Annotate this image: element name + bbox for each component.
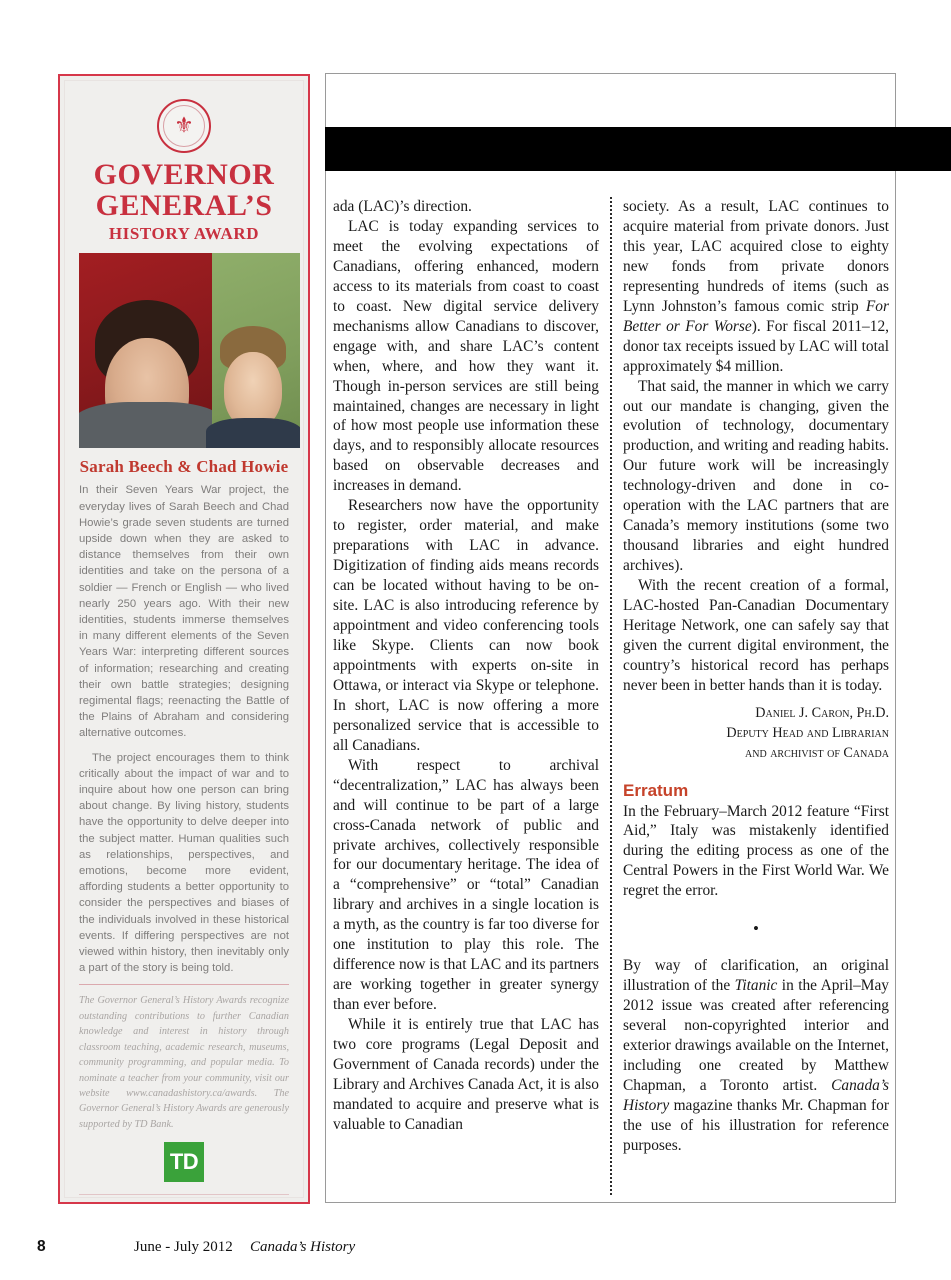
footer-issue-date: June - July 2012	[134, 1239, 233, 1255]
article-column-left	[333, 197, 599, 1195]
ad-title-line-2: GENERAL’S	[95, 189, 273, 223]
bullet-separator: •	[753, 919, 759, 939]
award-recipients-names: Sarah Beech & Chad Howie	[79, 457, 289, 477]
article-column-right	[623, 197, 889, 1195]
governor-general-crest-icon	[157, 99, 211, 153]
erratum-heading: Erratum	[623, 780, 689, 800]
paragraph-researchers: Researchers now have the opportunity to register, order material, and make preparations with LAC in advance. Digitization of finding aids means records can be located without having to be on-site. LAC is also introducing reference by appointment and video conferencing tools like Skype. Clients can now book appointments with experts on-site in Ottawa, or interact via Skype or telephone. In short, LAC is now offering a more personalized service that is accessible to all Canadians.	[333, 497, 599, 754]
redaction-bar	[325, 127, 951, 171]
figure-b-body	[206, 418, 300, 448]
ad-fine-print: The Governor General’s History Awards recognize outstanding contributions to further Canadian knowledge and interest in history through classroom teaching, academic research, museums, community programming, and popular media. To nominate a teacher from your community, visit our website www.canadashistory.ca/awards. The Governor General’s History Awards are generously supported by TD Bank.	[79, 995, 289, 1130]
figure-a-body	[79, 402, 223, 448]
erratum-paragraph-1: In the February–March 2012 feature “First Aid,” Italy was mistakenly identified during the editing process as one of the Central Powers in the First World War. We regret the error.	[623, 802, 889, 900]
ship-name: Titanic	[734, 977, 778, 995]
paragraph-core-programs: While it is entirely true that LAC has two core programs (Legal Deposit and Government of Canada records) under the Library and Archives Canada Act, it is also mandated to acquire and preserve what is valuable to Canadian	[333, 1016, 599, 1133]
signature-title-line-1: Deputy Head and Librarian	[726, 724, 889, 741]
ad-divider-rule-lower	[79, 1194, 289, 1195]
paragraph-private-donors	[623, 197, 889, 377]
paragraph-heritage-network: With the recent creation of a formal, LAC-hosted Pan-Canadian Documentary Heritage Network, one can safely say that given the current digital environment, the country’s historical record has perhaps never been in better hands than it is today.	[623, 577, 889, 694]
paragraph-continued: ada (LAC)’s direction.	[333, 198, 472, 215]
erratum-clarification	[623, 956, 889, 1156]
comic-strip-title: For Better or For Worse	[623, 297, 889, 335]
photo-left-half	[79, 253, 212, 448]
article-body	[333, 197, 889, 1195]
signature-title-line-2: and archivist of Canada	[745, 744, 889, 761]
donors-text-a: society. As a result, LAC continues to acquire material from private donors. Just this year, LAC acquired close to eighty new fonds from private donors representing hundreds of items (such as Lynn Johnston’s famous comic strip	[623, 198, 889, 315]
ad-paragraph-2: The project encourages them to think critically about the impact of war and to inquire about how one person can bring about change. By living history, students have the opportunity to delve deeper into the subject matter. Human qualities such as relationships, perspectives, and emotions, become more evident, affording students a better opportunity to consider the perspectives and biases of the individuals involved in these historical events. If differing perspectives are not viewed within history, then inevitably only a part of the story is being told.	[79, 751, 289, 975]
figure-b-face	[224, 352, 282, 428]
clarification-text-a: By way of clarification, an original illustration of the	[623, 957, 889, 995]
footer-page-number: 8	[37, 1238, 46, 1255]
advertisement-content	[65, 81, 303, 1204]
magazine-name: Canada’s History	[623, 1077, 889, 1114]
paragraph-expanding-services: LAC is today expanding services to meet the evolving expectations of Canadians, offering enhanced, modern access to its materials from coast to coast to coast. New digital service delivery mechanisms allow Canadians to discover, engage with, and share LAC’s content when, where, and how they want it. Though in-person services are still being maintained, changes are necessary in light of how most people use information these days, and to responsibly allocate resources based on observable decreases and increases in demand.	[333, 217, 599, 495]
column-divider	[610, 197, 612, 1195]
ad-title-line-1: GOVERNOR	[93, 158, 275, 191]
photo-right-half	[212, 253, 300, 448]
crest-glyph: ⚜	[174, 112, 194, 138]
td-bank-logo: TD	[164, 1142, 204, 1182]
advertisement-panel	[58, 74, 310, 1204]
ad-paragraph-1: In their Seven Years War project, the everyday lives of Sarah Beech and Chad Howie’s grade seven students are turned upside down when they are asked to distance themselves from their own identities and take on the persona of a soldier — French or English — who lived nearly 250 years ago. With their new identities, students immerse themselves in many different elements of the Seven Years War: interpreting different sources of information; researching and creating their own battle strategies; designing regimental flags; reenacting the Battle of the Plains of Abraham and considering alternative outcomes.	[79, 484, 289, 740]
award-recipients-photo	[79, 253, 300, 448]
advertisement-inner-frame	[64, 80, 304, 1198]
footer-magazine-title: Canada’s History	[250, 1239, 356, 1255]
paragraph-mandate-changing: That said, the manner in which we carry out our mandate is changing, given the evolution of technology, documentary production, and writing and reading habits. Our future work will be increasingly technology-driven and done in co-operation with the LAC partners that are Canada’s memory institutions (some two thousand libraries and eight hundred archives).	[623, 377, 889, 575]
page-footer	[0, 1238, 951, 1262]
signature-name: Daniel J. Caron, Ph.D.	[755, 704, 889, 721]
clarification-text-c: magazine thanks Mr. Chapman for the use of his illustration for reference purposes.	[623, 1096, 889, 1154]
donors-text-b: ). For fiscal 2011–12, donor tax receipts issued by LAC will total approximately $4 million.	[623, 317, 889, 375]
author-signature-block	[623, 703, 889, 763]
clarification-text-b: in the April–May 2012 issue was created after referencing several non-copyrighted interior and exterior drawings available on the Internet, including one created by Matthew Chapman, a Toronto artist.	[623, 977, 889, 1094]
paragraph-decentralization: With respect to archival “decentralization,” LAC has always been and will continue to be part of a large cross-Canada network of public and private archives, collectively responsible for our documentary heritage. The idea of a “comprehensive” or “total” Canadian library and archives in a single location is a myth, as the country is far too diverse for one institution to play this role. The difference now is that LAC and its partners are working together in greater synergy than ever before.	[333, 756, 599, 1014]
ad-divider-rule	[79, 984, 289, 985]
ad-title-line-3: HISTORY AWARD	[108, 224, 260, 244]
